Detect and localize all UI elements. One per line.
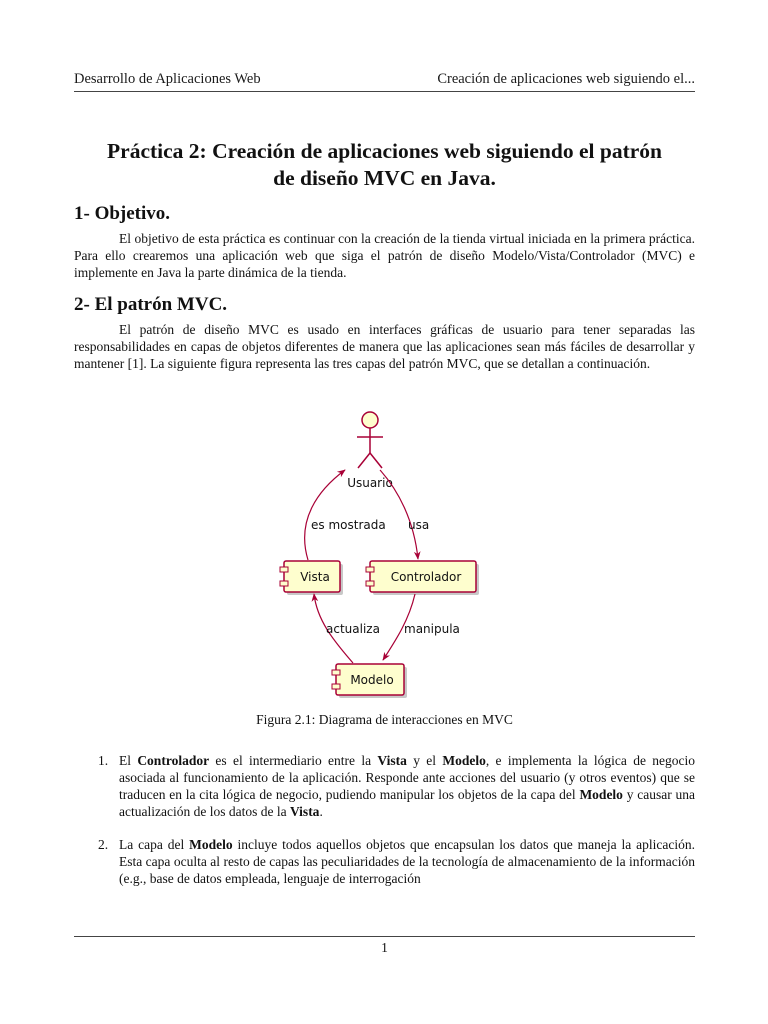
section-heading-objetivo: 1- Objetivo. <box>74 203 171 224</box>
actor-usuario <box>347 412 393 490</box>
list-item-number: 2. <box>98 837 109 852</box>
list-item-text-run: y causar una actualización de los datos de la <box>119 787 695 819</box>
list-item-text-run: , e implementa la lógica de negocio asociada al funcionamiento de la aplicación. Responde ante acciones del usuario (y otros eventos) que se traducen en la cita lógica de negocio, pudiendo manipular los objetos de la capa del <box>119 753 695 802</box>
actor-stick-figure <box>357 412 383 468</box>
header-divider <box>74 91 695 92</box>
mvc-diagram <box>0 400 768 710</box>
vista-label: Vista <box>300 570 330 584</box>
list-item-bold-term: Controlador <box>137 753 210 768</box>
list-item-text-run: incluye todos aquellos objetos que encapsulan los datos que maneja la aplicación. Esta capa oculta al resto de capas las peculiaridades de la tecnología de almacenamiento de la información (e.g., base de datos empleada, lenguaje de interrogación <box>119 837 695 886</box>
title-line-1: Práctica 2: Creación de aplicaciones web siguiendo el patrón <box>107 139 662 163</box>
section-paragraph-mvc: El patrón de diseño MVC es usado en interfaces gráficas de usuario para tener separadas las responsabilidades en capas de objetos diferentes de manera que las aplicaciones sean más fáciles de desarrollar y mantener [1]. La siguiente figura representa las tres capas del patrón MVC, que se detallan a continuación. <box>74 322 695 371</box>
footer-divider <box>74 936 695 937</box>
edge-label-actualiza: actualiza <box>326 622 380 636</box>
controlador-port-bottom <box>366 581 374 586</box>
actor-label: Usuario <box>347 476 393 490</box>
modelo-port-top <box>332 670 340 675</box>
section-paragraph-objetivo: El objetivo de esta práctica es continuar con la creación de la tienda virtual iniciada en la primera práctica. Para ello crearemos una aplicación web que siga el patrón de diseño Modelo/Vista/Controlador (MVC) e implemente en Java la parte dinámica de la tienda. <box>74 231 695 280</box>
header-left: Desarrollo de Aplicaciones Web <box>74 71 261 87</box>
list-item-text-run: La capa del <box>119 837 190 852</box>
figure-caption: Figura 2.1: Diagrama de interacciones en MVC <box>256 712 513 727</box>
controlador-label: Controlador <box>390 570 462 584</box>
controlador-port-top <box>366 567 374 572</box>
modelo-label: Modelo <box>350 673 394 687</box>
actor-head <box>362 412 378 428</box>
list-item-text-run: y el <box>406 753 443 768</box>
page-title <box>74 138 695 192</box>
list-item-text-run: El <box>119 753 138 768</box>
list-item-text <box>119 752 695 820</box>
section-heading-mvc: 2- El patrón MVC. <box>74 294 228 315</box>
component-controlador <box>366 561 479 595</box>
modelo-port-bottom <box>332 684 340 689</box>
list-item-text <box>119 836 695 887</box>
edge-label-es-mostrada: es mostrada <box>311 518 386 532</box>
title-line-2: de diseño MVC en Java. <box>273 166 496 190</box>
edge-label-manipula: manipula <box>404 622 460 636</box>
list-item-text-run: es el intermediario entre la <box>209 753 378 768</box>
list-item-bold-term: Modelo <box>189 837 233 852</box>
component-vista <box>280 561 343 595</box>
list-item-text-run: . <box>319 804 323 819</box>
list-item-bold-term: Modelo <box>579 787 623 802</box>
page-number: 1 <box>381 940 388 955</box>
vista-port-top <box>280 567 288 572</box>
page-header <box>74 70 695 88</box>
edge-es-mostrada <box>305 470 345 560</box>
list-item-bold-term: Vista <box>377 753 407 768</box>
list-item-bold-term: Modelo <box>442 753 486 768</box>
vista-port-bottom <box>280 581 288 586</box>
header-right: Creación de aplicaciones web siguiendo el... <box>437 71 695 87</box>
edge-label-usa: usa <box>408 518 430 532</box>
list-item-number: 1. <box>98 753 109 768</box>
list-item-bold-term: Vista <box>289 804 320 819</box>
component-modelo <box>332 664 407 698</box>
